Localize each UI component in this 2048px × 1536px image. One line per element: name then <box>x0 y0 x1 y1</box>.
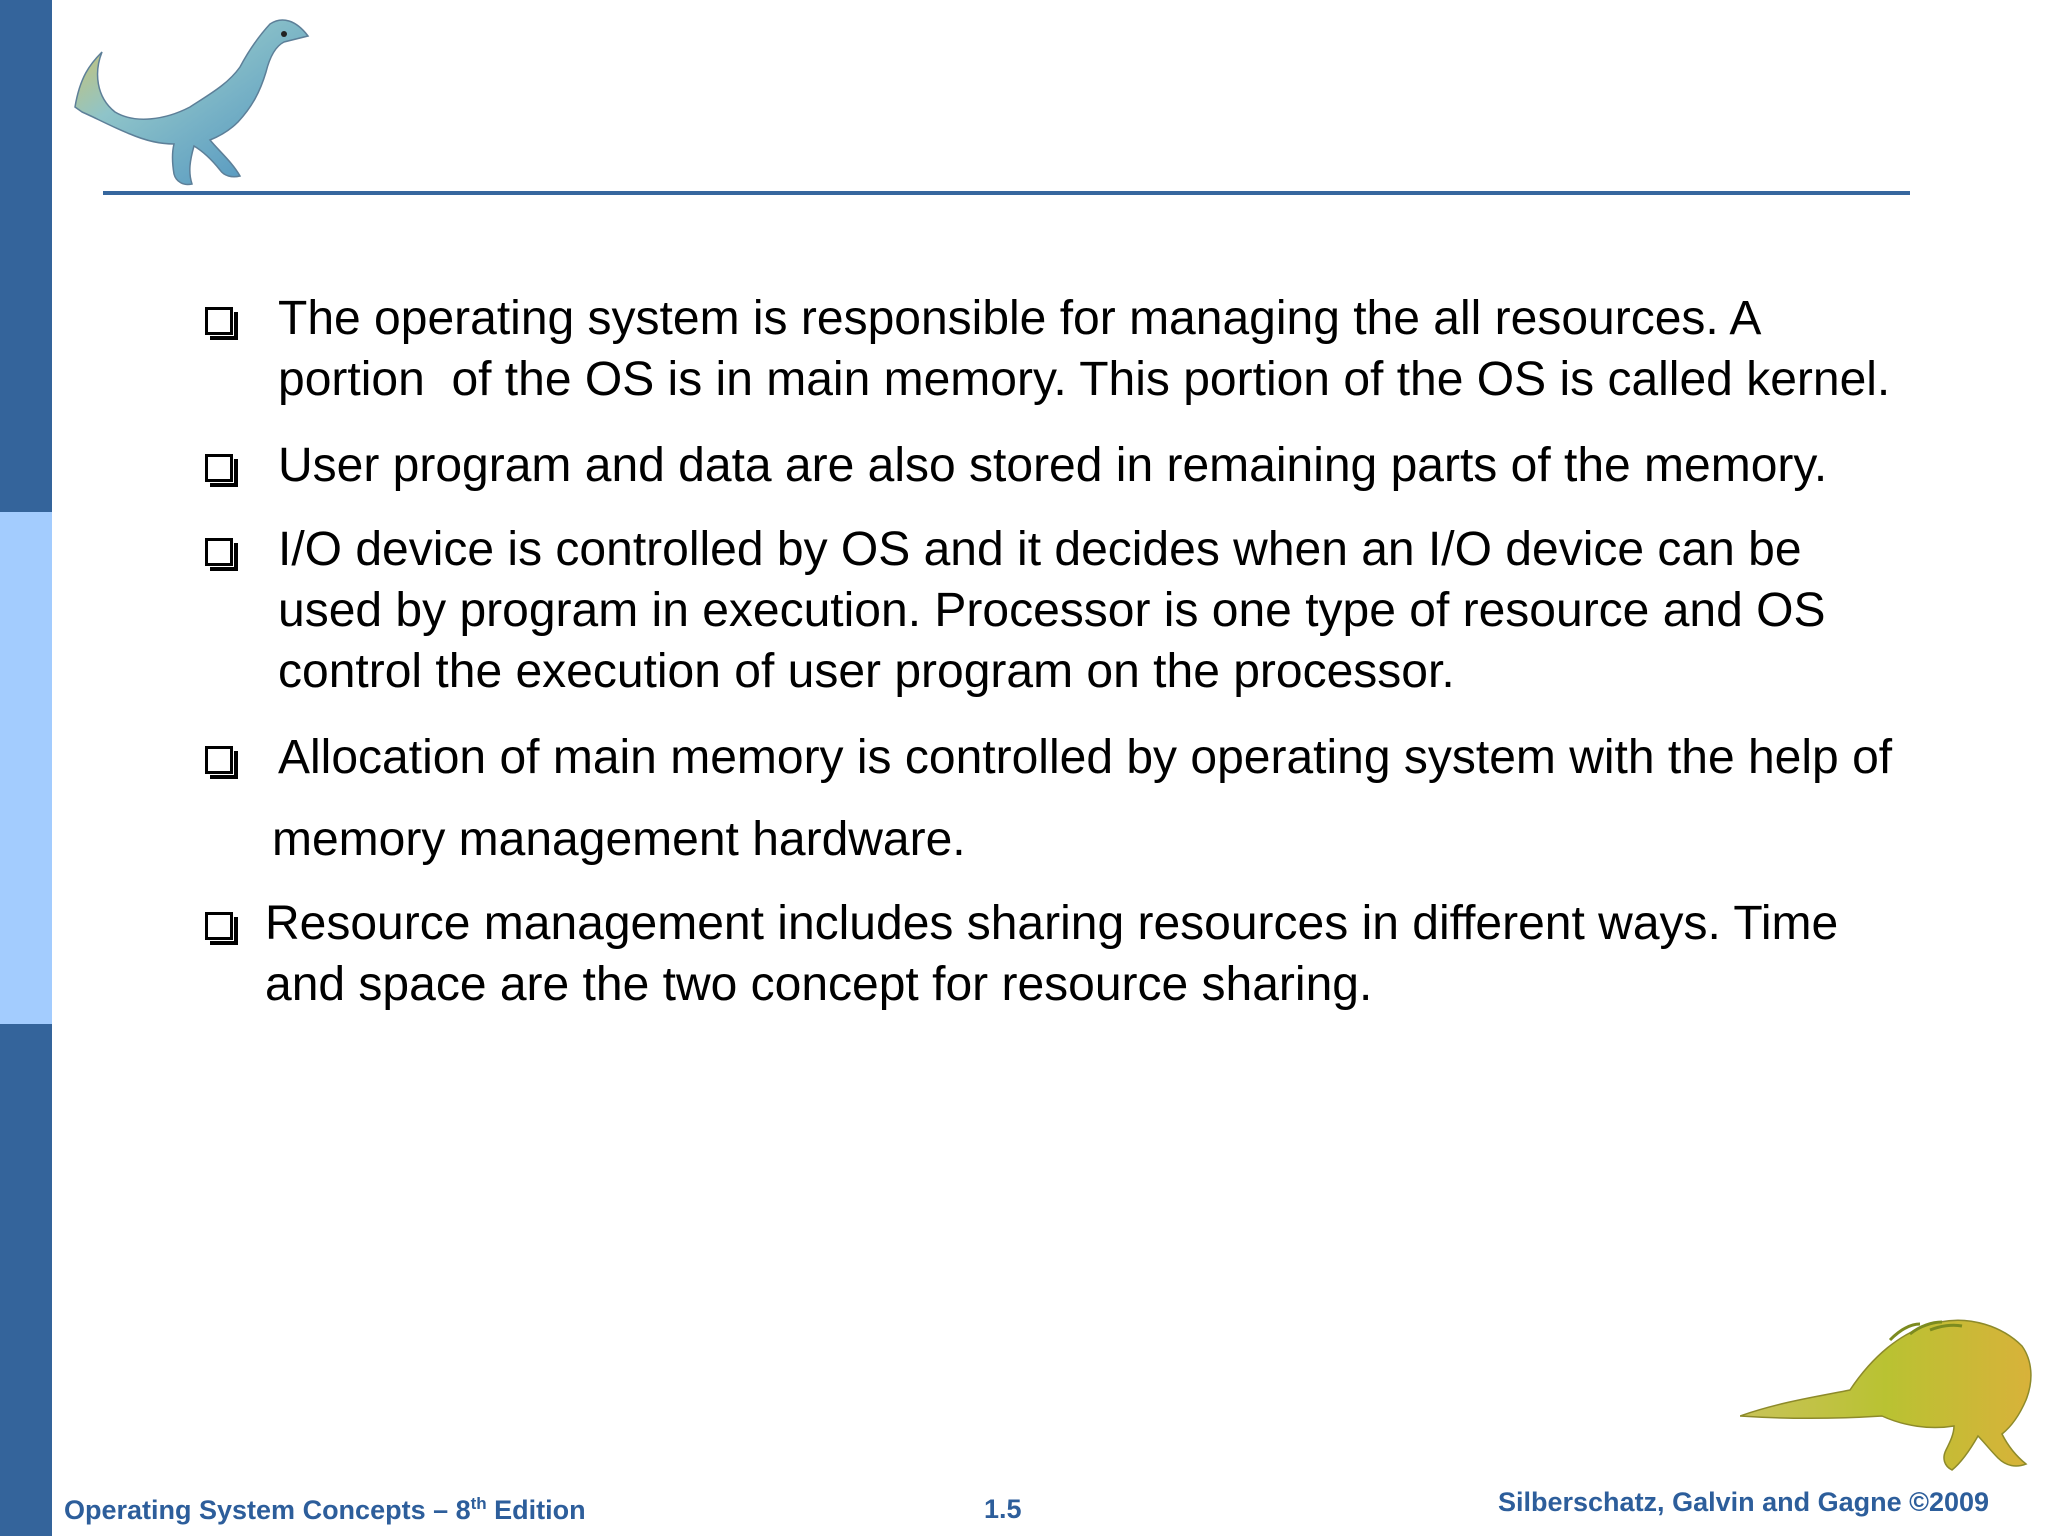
bullet-line: Allocation of main memory is controlled by operating system with the help of <box>278 731 1893 784</box>
checkbox-bullet-icon <box>205 746 233 774</box>
bullet-line: User program and data are also stored in remaining parts of the memory. <box>278 439 1828 492</box>
footer-title-prefix: Operating System Concepts – 8 <box>64 1495 471 1525</box>
checkbox-bullet-icon <box>205 307 233 335</box>
dinosaur-icon <box>1740 1300 2040 1475</box>
footer-title-superscript: th <box>470 1494 487 1513</box>
footer-title-suffix: Edition <box>486 1495 586 1525</box>
checkbox-bullet-icon <box>205 538 233 566</box>
page-number: 1.5 <box>984 1494 1022 1524</box>
bullet-line: portion of the OS is in main memory. This portion of the OS is called kernel. <box>278 353 1891 406</box>
checkbox-bullet-icon <box>205 454 233 482</box>
bullet-line: I/O device is controlled by OS and it decides when an I/O device can be <box>278 523 1802 576</box>
bullet-line: used by program in execution. Processor is one type of resource and OS <box>278 584 1826 637</box>
footer-book-title <box>64 1494 586 1526</box>
bullet-line: Resource management includes sharing resources in different ways. Time <box>265 897 1839 950</box>
bullet-line: The operating system is responsible for managing the all resources. A <box>278 292 1762 345</box>
sidebar-stripe-bottom <box>0 1024 52 1536</box>
bullet-line: control the execution of user program on the processor. <box>278 645 1455 698</box>
footer-copyright: Silberschatz, Galvin and Gagne ©2009 <box>1498 1487 1990 1517</box>
bullet-line: memory management hardware. <box>272 813 966 866</box>
bullet-line: and space are the two concept for resource sharing. <box>265 958 1373 1011</box>
checkbox-bullet-icon <box>205 912 233 940</box>
